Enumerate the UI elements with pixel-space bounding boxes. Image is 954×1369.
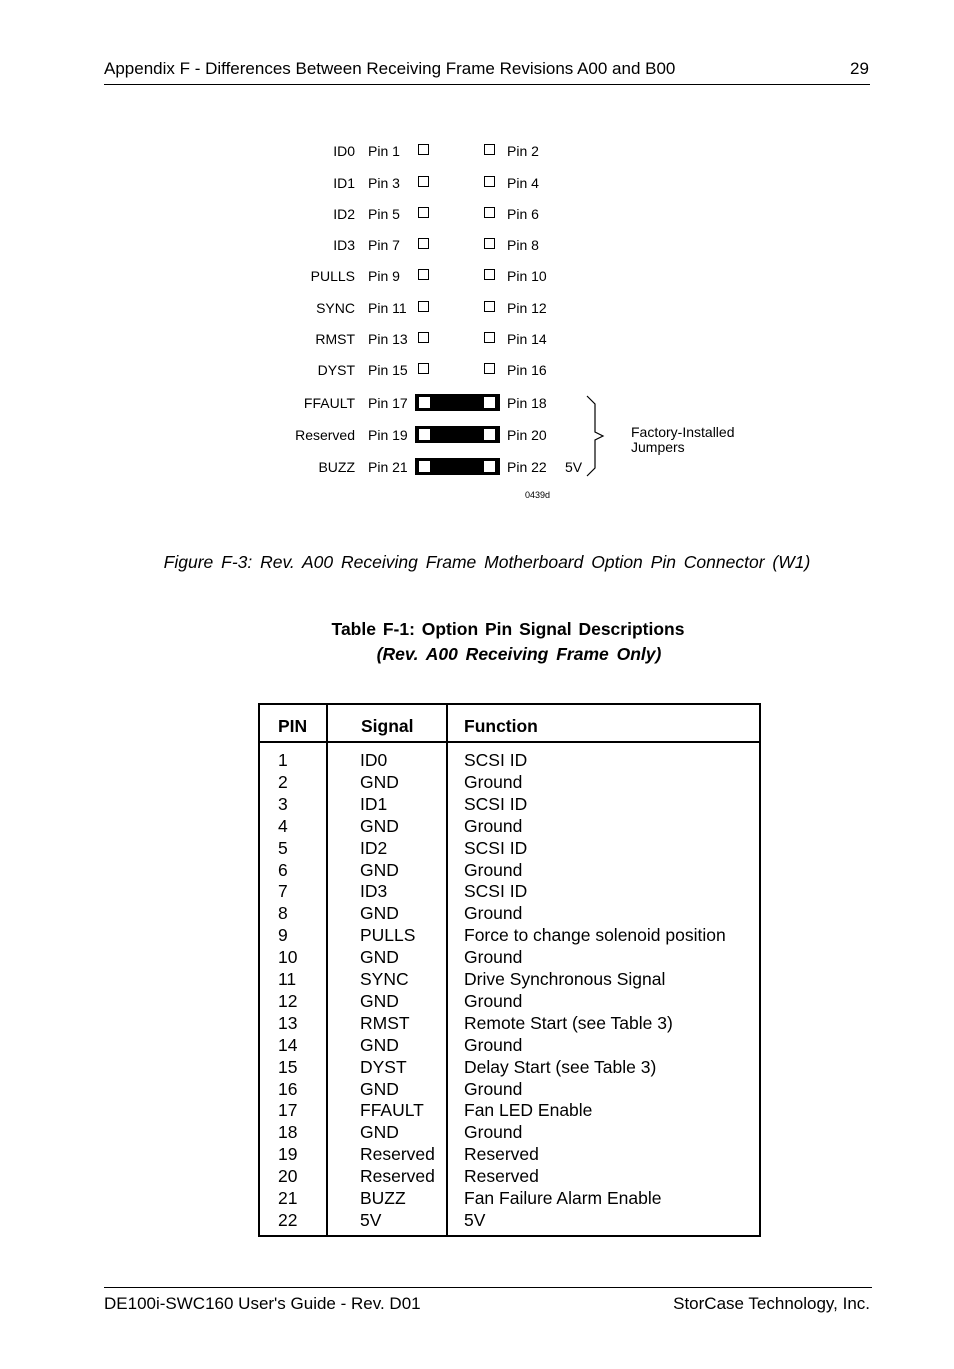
signal-cell: PULLS [360, 925, 416, 946]
pin-signal-label: ID1 [333, 175, 355, 191]
footer-company: StorCase Technology, Inc. [673, 1294, 870, 1313]
pin-signal-label: SYNC [316, 300, 355, 316]
figure-caption: Figure F-3: Rev. A00 Receiving Frame Motherboard Option Pin Connector (W1) [163, 552, 811, 572]
function-cell: Remote Start (see Table 3) [464, 1012, 673, 1033]
function-cell: Fan LED Enable [464, 1100, 593, 1121]
right-pin-label: Pin 8 [507, 237, 539, 253]
signal-cell: ID0 [360, 750, 388, 770]
function-cell: Ground [464, 947, 523, 968]
table-row [260, 794, 759, 816]
column-header-signal: Signal [361, 716, 414, 736]
right-pin-label: Pin 6 [507, 206, 539, 222]
function-cell: Ground [464, 903, 523, 924]
table-row [260, 947, 759, 969]
pin-square [484, 176, 495, 187]
pin-square [484, 363, 495, 374]
function-cell: SCSI ID [464, 793, 528, 814]
table-row [260, 772, 759, 794]
figure-code: 0439d [525, 490, 551, 500]
right-pin-label: Pin 10 [507, 268, 547, 284]
pin-signal-label: RMST [315, 331, 355, 347]
left-pin-label: Pin 5 [368, 206, 400, 222]
signal-cell: GND [360, 947, 399, 968]
pin-number-cell: 11 [278, 969, 297, 989]
pin-square [484, 238, 495, 249]
table-row [260, 1122, 759, 1144]
signal-cell: GND [360, 1078, 399, 1099]
left-pin-label: Pin 19 [368, 427, 408, 443]
pin-number-cell: 19 [278, 1144, 298, 1165]
jumper-shunt [415, 458, 500, 475]
pin-number-cell: 3 [278, 793, 288, 814]
footer-rule [104, 1287, 872, 1288]
signal-cell: GND [360, 990, 399, 1011]
signal-cell: FFAULT [360, 1100, 424, 1121]
function-cell: SCSI ID [464, 881, 528, 902]
pin-square [418, 207, 429, 218]
left-pin-label: Pin 7 [368, 237, 400, 253]
table-row [260, 816, 759, 838]
signal-cell: GND [360, 859, 399, 880]
signal-cell: Reserved [360, 1144, 435, 1165]
pin-number-cell: 4 [278, 815, 288, 836]
right-pin-label: Pin 20 [507, 427, 547, 443]
signal-cell: GND [360, 1034, 399, 1055]
jumper-note-line1: Factory-Installed [631, 424, 735, 440]
pin-square [484, 301, 495, 312]
pin-connector-figure [0, 0, 954, 520]
signal-cell: GND [360, 903, 399, 924]
signal-cell: ID2 [360, 837, 388, 858]
table-row [260, 1100, 759, 1122]
pin-square [484, 207, 495, 218]
pin-number-cell: 9 [278, 925, 288, 946]
pin-square [418, 332, 429, 343]
table-row [260, 1188, 759, 1210]
table-row [260, 1035, 759, 1057]
pin-number-cell: 15 [278, 1056, 298, 1077]
column-header-pin: PIN [278, 716, 308, 736]
pin-signal-label: ID3 [333, 237, 355, 253]
function-cell: SCSI ID [464, 750, 528, 770]
right-pin-label: Pin 4 [507, 175, 539, 191]
table-header-rule [260, 741, 759, 743]
pin-square [484, 332, 495, 343]
right-pin-label: Pin 14 [507, 331, 547, 347]
jumper-shunt [415, 394, 500, 411]
pin-number-cell: 17 [278, 1100, 298, 1121]
signal-cell: GND [360, 1122, 399, 1143]
pin-signal-label: BUZZ [318, 459, 355, 475]
table-row [260, 1079, 759, 1101]
pin-number-cell: 16 [278, 1078, 298, 1099]
jumper-brace-icon [586, 394, 606, 478]
left-pin-label: Pin 21 [368, 459, 408, 475]
jumper-shunt [415, 426, 500, 443]
table-row [260, 1057, 759, 1079]
pin-signal-label: ID0 [333, 143, 355, 159]
jumper-pin-hole [419, 461, 430, 472]
signal-cell: DYST [360, 1056, 407, 1077]
table-row [260, 860, 759, 882]
pin-number-cell: 10 [278, 947, 298, 968]
function-cell: Reserved [464, 1144, 539, 1165]
function-cell: Drive Synchronous Signal [464, 969, 666, 989]
table-row [260, 1144, 759, 1166]
function-cell: Ground [464, 1122, 523, 1143]
pin-number-cell: 20 [278, 1166, 298, 1187]
pin-square [418, 238, 429, 249]
signal-cell: GND [360, 815, 399, 836]
signal-cell: ID1 [360, 793, 388, 814]
right-pin-label: Pin 12 [507, 300, 547, 316]
page-number: 29 [850, 59, 869, 78]
function-cell: Ground [464, 815, 523, 836]
signal-cell: 5V [360, 1209, 382, 1230]
function-cell: Ground [464, 1034, 523, 1055]
function-cell: Ground [464, 771, 523, 792]
jumper-note-line2: Jumpers [631, 439, 685, 455]
function-cell: Reserved [464, 1166, 539, 1187]
pin22-voltage-label: 5V [565, 459, 583, 475]
pin-number-cell: 14 [278, 1034, 298, 1055]
jumper-pin-hole [419, 429, 430, 440]
function-cell: Fan Failure Alarm Enable [464, 1188, 662, 1208]
table-row [260, 838, 759, 860]
jumper-pin-hole [419, 397, 430, 408]
function-cell: Ground [464, 1078, 523, 1099]
signal-cell: Reserved [360, 1166, 435, 1187]
table-row [260, 991, 759, 1013]
function-cell: Force to change solenoid position [464, 925, 726, 946]
pin-number-cell: 1 [278, 750, 288, 770]
pin-number-cell: 12 [278, 990, 298, 1011]
left-pin-label: Pin 11 [368, 300, 407, 316]
pin-square [418, 144, 429, 155]
footer-document-title: DE100i-SWC160 User's Guide - Rev. D01 [104, 1294, 421, 1313]
pin-square [418, 363, 429, 374]
left-pin-label: Pin 15 [368, 362, 408, 378]
table-title: Table F-1: Option Pin Signal Descriptions [331, 619, 685, 639]
pin-number-cell: 2 [278, 771, 288, 792]
pin-signal-label: FFAULT [303, 395, 355, 411]
signal-cell: GND [360, 771, 399, 792]
pin-square [418, 176, 429, 187]
pin-number-cell: 8 [278, 903, 288, 924]
pin-number-cell: 13 [278, 1012, 298, 1033]
function-cell: 5V [464, 1209, 486, 1230]
right-pin-label: Pin 16 [507, 362, 547, 378]
signal-cell: ID3 [360, 881, 388, 902]
pin-square [484, 269, 495, 280]
left-pin-label: Pin 1 [368, 143, 400, 159]
table-row [260, 969, 759, 991]
pin-square [418, 269, 429, 280]
table-row [260, 903, 759, 925]
table-row [260, 750, 759, 772]
jumper-pin-hole [484, 397, 495, 408]
table-row [260, 881, 759, 903]
right-pin-label: Pin 18 [507, 395, 547, 411]
pin-signal-label: ID2 [333, 206, 355, 222]
pin-number-cell: 22 [278, 1209, 298, 1230]
signal-cell: RMST [360, 1012, 410, 1033]
signal-cell: BUZZ [360, 1188, 406, 1208]
jumper-pin-hole [484, 461, 495, 472]
left-pin-label: Pin 9 [368, 268, 400, 284]
table-row [260, 1210, 759, 1232]
table-row [260, 1013, 759, 1035]
pin-number-cell: 6 [278, 859, 288, 880]
right-pin-label: Pin 2 [507, 143, 539, 159]
function-cell: Ground [464, 859, 523, 880]
pin-square [418, 301, 429, 312]
function-cell: Delay Start (see Table 3) [464, 1056, 657, 1077]
page-header-title: Appendix F - Differences Between Receiving Frame Revisions A00 and B00 [104, 59, 676, 78]
pin-number-cell: 5 [278, 837, 288, 858]
left-pin-label: Pin 17 [368, 395, 408, 411]
function-cell: Ground [464, 990, 523, 1011]
option-pin-table [258, 703, 761, 1237]
left-pin-label: Pin 13 [368, 331, 408, 347]
column-header-function: Function [464, 716, 538, 736]
table-subtitle: (Rev. A00 Receiving Frame Only) [376, 644, 662, 664]
pin-signal-label: PULLS [310, 268, 355, 284]
function-cell: SCSI ID [464, 837, 528, 858]
pin-number-cell: 21 [278, 1188, 298, 1208]
table-row [260, 925, 759, 947]
left-pin-label: Pin 3 [368, 175, 400, 191]
pin-number-cell: 18 [278, 1122, 298, 1143]
pin-number-cell: 7 [278, 881, 288, 902]
table-row [260, 1166, 759, 1188]
pin-signal-label: Reserved [295, 427, 355, 443]
pin-signal-label: DYST [317, 362, 355, 378]
signal-cell: SYNC [360, 969, 409, 989]
jumper-pin-hole [484, 429, 495, 440]
pin-square [484, 144, 495, 155]
right-pin-label: Pin 22 [507, 459, 547, 475]
